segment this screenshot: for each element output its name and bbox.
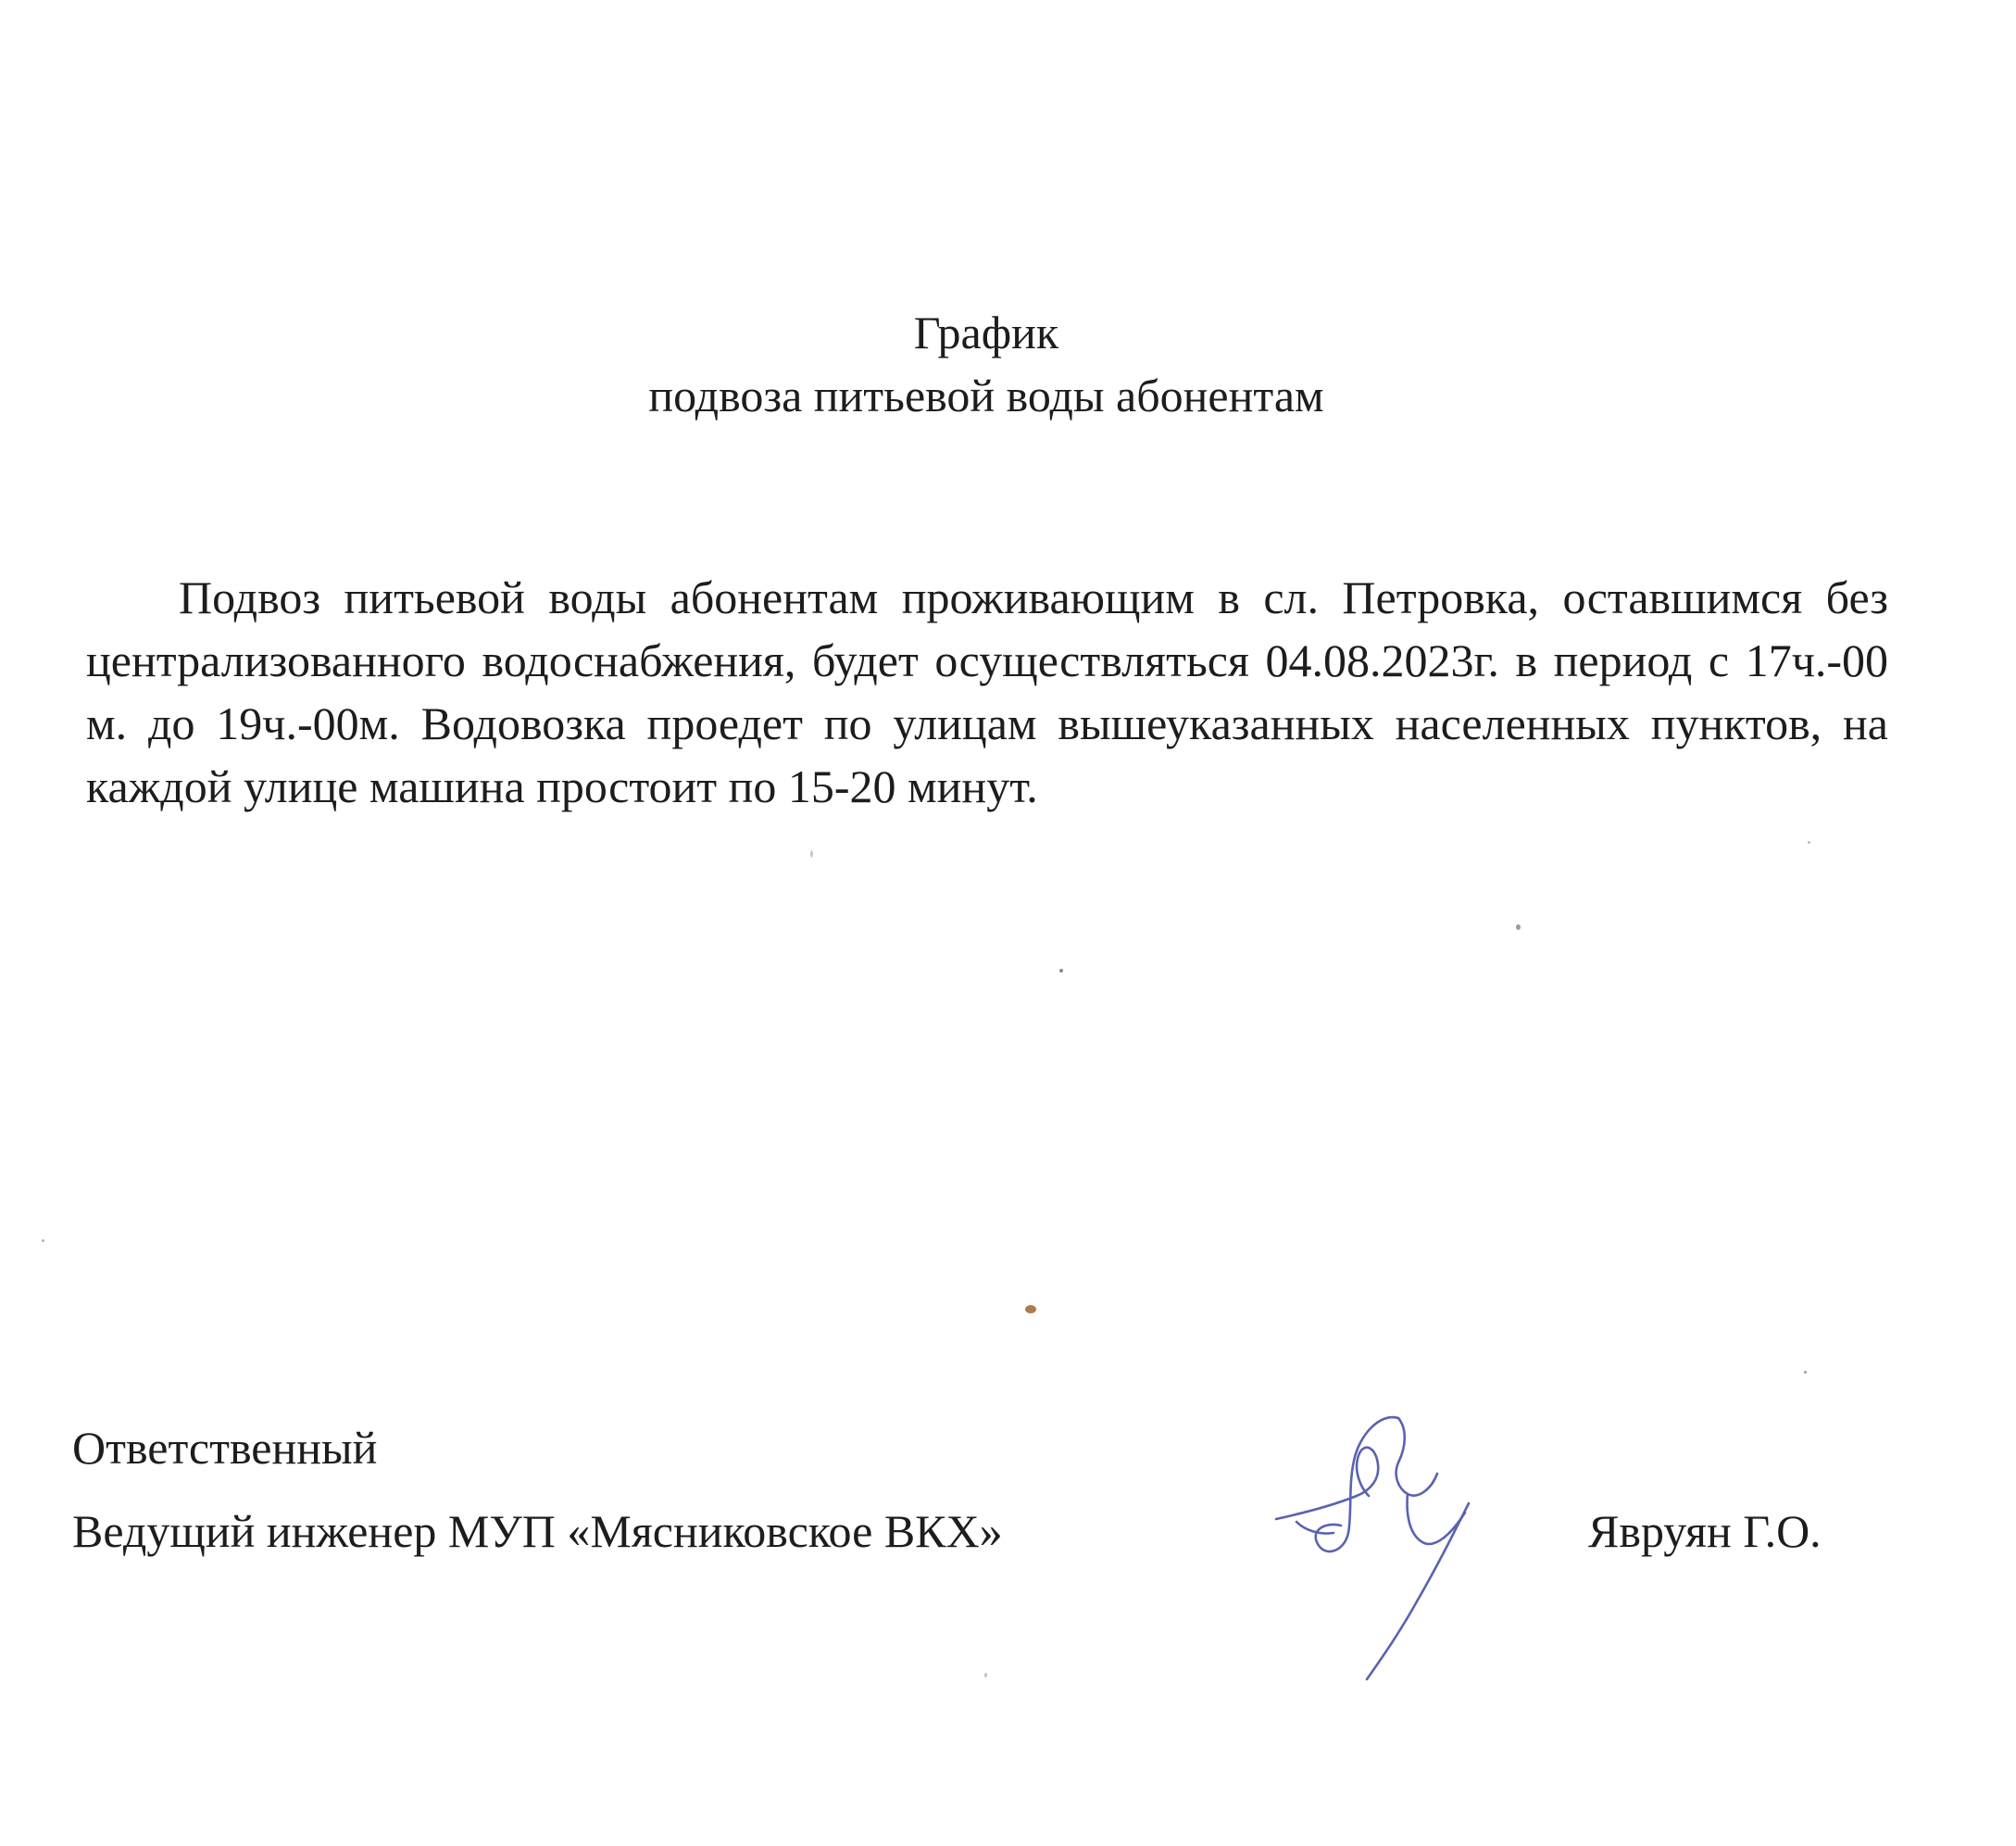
scan-speck (1516, 924, 1521, 930)
signature-role (72, 1406, 1003, 1573)
handwritten-signature (1269, 1403, 1491, 1681)
scan-speck (1025, 1305, 1036, 1313)
document-title: График (913, 307, 1059, 358)
body-paragraph: Подвоз питьевой воды абонентам проживающим в сл. Петровка, оставшимся без централизованного водоснабжения, будет осуществляться 04.08.2023г. в период с 17ч.-00 м. до 19ч.-00м. Водовозка проедет по улицам вышеуказанных населенных пунктов, на каждой улице машина простоит по 15-20 минут. (86, 571, 1888, 812)
signer-name: Явруян Г.О. (1588, 1505, 1822, 1557)
scan-speck (1059, 969, 1063, 973)
scan-speck (810, 850, 813, 858)
document-subtitle: подвоза питьевой воды абонентам (648, 370, 1324, 421)
title-block (0, 301, 1972, 427)
scan-speck (42, 1239, 44, 1242)
scan-speck (984, 1673, 987, 1677)
body-text (86, 566, 1888, 818)
role-line-2: Ведущий инженер МУП «Мясниковское ВКХ» (72, 1505, 1003, 1557)
scan-speck (1808, 841, 1810, 844)
scan-speck (1804, 1371, 1807, 1374)
role-line-1: Ответственный (72, 1422, 378, 1474)
